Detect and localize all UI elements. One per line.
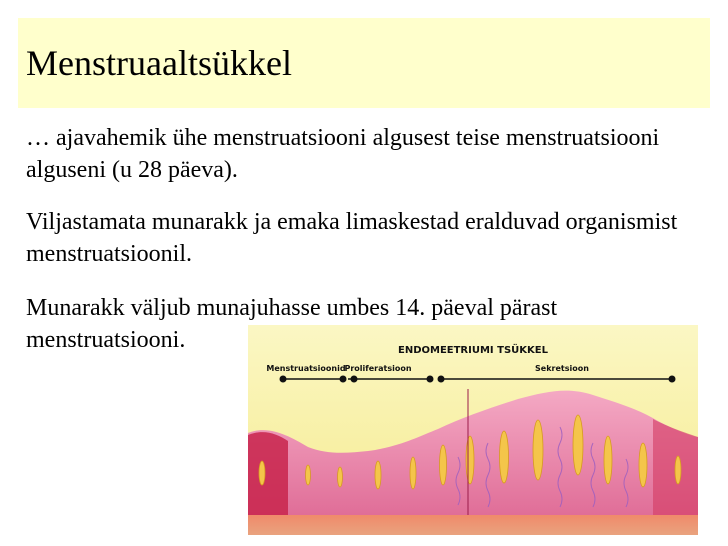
title-bar (18, 18, 710, 108)
paragraph-shedding: Viljastamata munarakk ja emaka limaskestad eralduvad organismist menstruatsioonil. (26, 209, 678, 267)
phase-label-proliferation: Proliferatsioon (344, 364, 412, 373)
paragraph-definition: … ajavahemik ühe menstruatsiooni algusest teise menstruatsiooni alguseni (u 28 päeva). (26, 125, 660, 183)
slide-title: Menstruaaltsükkel (26, 43, 292, 83)
shedding-layer (248, 432, 288, 515)
endometrium-diagram (248, 325, 698, 535)
paragraph-ovulation: Munarakk väljub munajuhasse umbes 14. päeval pärast menstruatsiooni. (26, 295, 558, 353)
phase-label-secretion: Sekretsioon (535, 364, 589, 373)
figure-title: ENDOMEETRIUMI TSÜKKEL (398, 345, 548, 356)
endometrium-cycle-illustration (248, 325, 698, 535)
basal-layer (248, 515, 698, 535)
phase-label-menstruation: Menstruatsioonid (266, 364, 346, 373)
